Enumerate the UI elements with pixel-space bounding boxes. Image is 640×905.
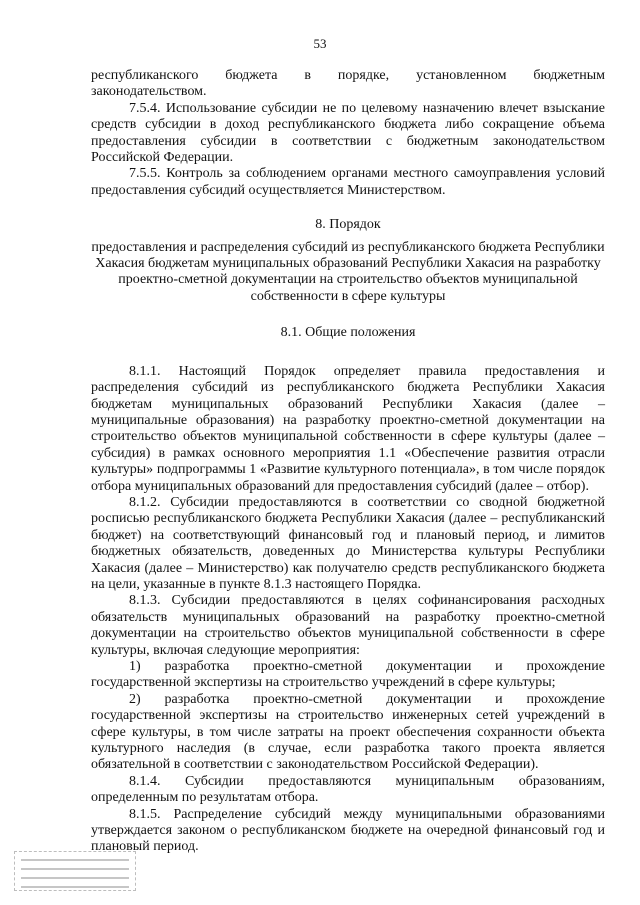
paragraph: 8.1.4. Субсидии предоставляются муниципальным образованиям, определенным по результатам отбора. — [91, 773, 605, 806]
paragraph: республиканского бюджета в порядке, установленном бюджетным законодательством. — [91, 68, 605, 100]
document-body — [91, 68, 605, 856]
paragraph: 7.5.5. Контроль за соблюдением органами местного самоуправления условий предоставления субсидий осуществляется Министерством. — [91, 166, 605, 198]
paragraph: 8.1.1. Настоящий Порядок определяет правила предоставления и распределения субсидий из республиканского бюджета Республики Хакасия бюджетам муниципальных образований Республики Хакасия (далее – муниципальные образования) на разработку проектно-сметной документации на строительство объектов муниципальной собственности в сфере культуры (далее – субсидия) в рамках основного мероприятия 1.1 «Обеспечение развития отрасли культуры» подпрограммы 1 «Развитие культурного потенциала», в том числе порядок отбора муниципальных образований для предоставления субсидий (далее – отбор). — [91, 363, 605, 494]
paragraph: 8.1.5. Распределение субсидий между муниципальными образованиями утверждается законом о республиканском бюджете на очередной финансовый год и плановый период. — [91, 806, 605, 855]
section-title: предоставления и распределения субсидий из республиканского бюджета Республики Хакасия бюджетам муниципальных образований Республики Хакасия на разработку проектно-сметной документации на строительство объектов муниципальной собственности в сфере культуры — [91, 239, 605, 304]
paragraph: 8.1.3. Субсидии предоставляются в целях софинансирования расходных обязательств муниципальных образований на разработку проектно-сметной документации на строительство объектов муниципальной собственности в сфере культуры, включая следующие мероприятия: — [91, 593, 605, 658]
paragraph: 8.1.2. Субсидии предоставляются в соответствии со сводной бюджетной росписью республиканского бюджета Республики Хакасия (далее – республиканский бюджет) на соответствующий финансовый год и плановый период, и лимитов бюджетных обязательств, доведенных до Министерства культуры Республики Хакасия (далее – Министерство) как получателю средств республиканского бюджета на цели, указанные в пункте 8.1.3 настоящего Порядка. — [91, 494, 605, 592]
page-number: 53 — [313, 36, 327, 51]
section-number: 8. Порядок — [315, 217, 381, 233]
subsection-heading: 8.1. Общие положения — [280, 325, 416, 341]
list-item: 2) разработка проектно-сметной документации и прохождение государственной экспертизы на строительство инженерных сетей учреждений в сфере культуры, в том числе затраты на проект обеспечения сохранности объекта культурного наследия (в случае, если разработка такого проекта является обязательной в соответствии с законодательством Российской Федерации). — [91, 691, 605, 773]
registration-stamp — [14, 851, 136, 891]
paragraph: 7.5.4. Использование субсидии не по целевому назначению влечет взыскание средств субсидии в доход республиканского бюджета либо сокращение объема предоставления субсидии в соответствии с бюджетным законодательством Российской Федерации. — [91, 100, 605, 166]
list-item: 1) разработка проектно-сметной документации и прохождение государственной экспертизы на строительство учреждений в сфере культуры; — [91, 659, 605, 691]
